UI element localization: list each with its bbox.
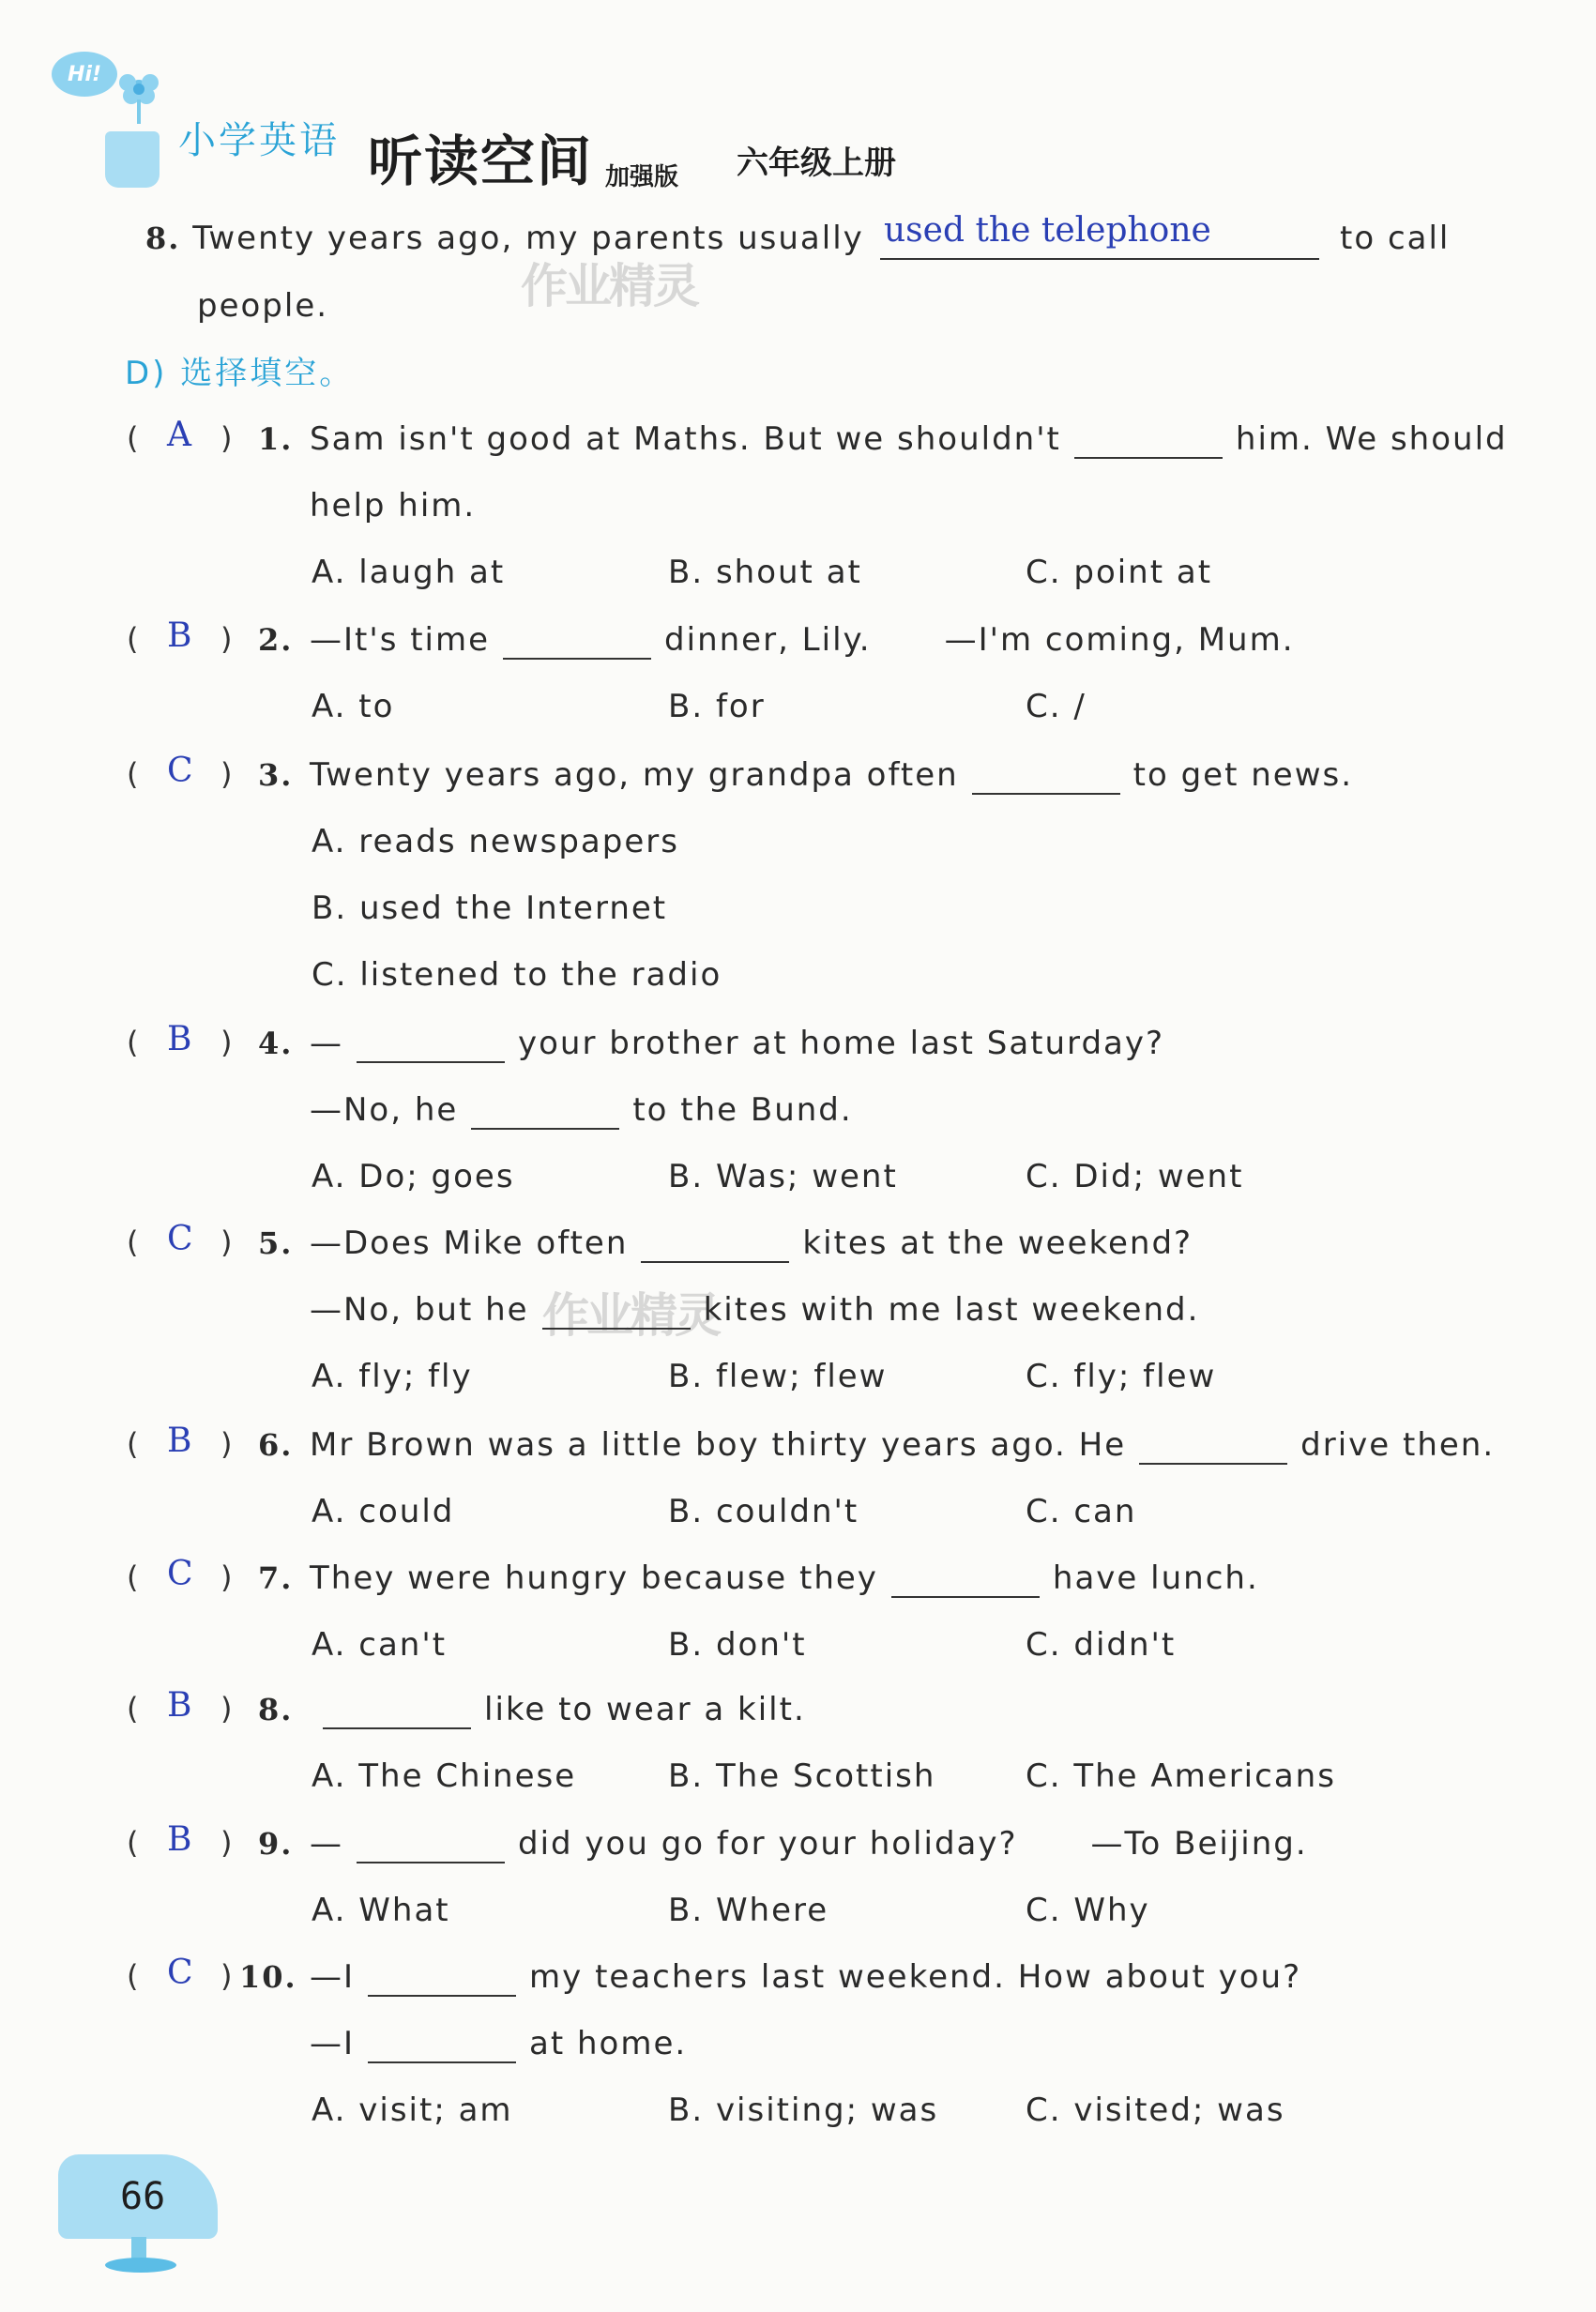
answer-bracket-close: ) — [220, 1025, 233, 1060]
answer-letter: C — [167, 1220, 193, 1258]
option-b: B. visiting; was — [668, 2091, 939, 2129]
answer-blank[interactable] — [503, 656, 651, 660]
answer-letter: B — [167, 1422, 192, 1460]
question-number: 2. — [258, 622, 294, 658]
option-a: A. visit; am — [312, 2091, 513, 2129]
question-reply: —To Beijing. — [1090, 1825, 1308, 1863]
question-number: 7. — [258, 1560, 294, 1596]
question-text: Mr Brown was a little boy thirty years ago. He — [310, 1426, 1127, 1464]
answer-letter: C — [167, 1954, 193, 1992]
option-c: C. visited; was — [1026, 2091, 1285, 2129]
question-line — [310, 2015, 687, 2072]
question-text: drive then. — [1300, 1426, 1496, 1464]
question-line — [310, 1949, 1301, 2005]
question-text: —No, he — [310, 1091, 459, 1129]
question-line — [310, 612, 1295, 668]
answer-blank[interactable] — [471, 1126, 619, 1130]
question-text: — — [310, 1825, 343, 1863]
question-number: 5. — [258, 1225, 294, 1261]
answer-bracket-close: ) — [220, 1958, 233, 1994]
question-number: 9. — [258, 1826, 294, 1862]
question-text-line2: people. — [197, 287, 329, 325]
question-text: kites at the weekend? — [802, 1224, 1193, 1262]
question-text: my teachers last weekend. How about you? — [529, 1958, 1302, 1996]
answer-letter: C — [167, 1555, 193, 1593]
question-text: to get news. — [1132, 756, 1354, 794]
subject-title: 小学英语 — [178, 119, 340, 162]
answer-bracket-open: ( — [127, 1825, 139, 1861]
option-c: C. Did; went — [1026, 1158, 1244, 1195]
question-number: 3. — [258, 757, 294, 793]
question-text: —No, but he — [310, 1291, 529, 1329]
question-line — [310, 1816, 1308, 1872]
question-text: to the Bund. — [632, 1091, 853, 1129]
question-line — [310, 747, 1353, 803]
question-line — [310, 478, 476, 534]
answer-blank[interactable] — [972, 791, 1120, 795]
filled-answer: used the telephone — [880, 207, 1319, 260]
question-line — [310, 1417, 1495, 1473]
option-c: C. can — [1026, 1493, 1137, 1530]
question-tail: to call — [1340, 220, 1451, 257]
question-number: 4. — [258, 1026, 294, 1061]
option-a: A. The Chinese — [312, 1757, 577, 1795]
answer-letter: B — [167, 1820, 192, 1859]
question-text: Sam isn't good at Maths. But we shouldn't — [310, 420, 1061, 458]
question-line — [310, 1681, 806, 1738]
answer-bracket-open: ( — [127, 420, 139, 456]
answer-letter: C — [167, 752, 193, 790]
question-number: 6. — [258, 1427, 294, 1463]
option-b: B. flew; flew — [668, 1358, 888, 1395]
answer-letter: B — [167, 1686, 192, 1725]
section-title: D) 选择填空。 — [125, 355, 355, 392]
answer-bracket-close: ) — [220, 621, 233, 657]
option-b: B. Where — [668, 1892, 829, 1929]
page-header — [0, 0, 1596, 206]
question-text: him. We should — [1235, 420, 1508, 458]
question-text: Twenty years ago, my parents usually — [192, 220, 864, 257]
option-a: A. Do; goes — [312, 1158, 515, 1195]
page-base-icon — [105, 2258, 176, 2273]
answer-letter: A — [167, 416, 191, 454]
option-c: C. fly; flew — [1026, 1358, 1217, 1395]
option-c: C. Why — [1026, 1892, 1150, 1929]
question-text: your brother at home last Saturday? — [518, 1025, 1165, 1062]
option-a: A. can't — [312, 1626, 448, 1664]
answer-blank[interactable] — [1074, 455, 1223, 459]
watermark-text: 作业精灵 — [521, 259, 697, 313]
flower-pot-icon — [105, 131, 160, 188]
question-line — [310, 1550, 1259, 1606]
answer-bracket-open: ( — [127, 1025, 139, 1060]
carry-over-line — [145, 210, 864, 266]
question-line — [310, 1282, 1199, 1338]
answer-blank[interactable] — [368, 2060, 516, 2063]
question-text: did you go for your holiday? — [518, 1825, 1018, 1863]
question-line — [310, 1215, 1193, 1271]
question-text: kites with me last weekend. — [703, 1291, 1200, 1329]
option-b: B. Was; went — [668, 1158, 898, 1195]
answer-blank[interactable] — [1139, 1461, 1287, 1465]
question-text: like to wear a kilt. — [484, 1691, 806, 1728]
grade-label: 六年级上册 — [737, 144, 896, 182]
answer-letter: B — [167, 1020, 192, 1058]
hi-bubble-icon: Hi! — [52, 52, 117, 97]
answer-bracket-open: ( — [127, 1426, 139, 1462]
option-a: A. What — [312, 1892, 450, 1929]
flower-icon — [111, 68, 167, 124]
option-b: B. don't — [668, 1626, 807, 1664]
answer-blank[interactable] — [641, 1259, 789, 1263]
question-text: —I — [310, 2025, 356, 2062]
answer-blank[interactable] — [357, 1059, 505, 1063]
edition-label: 加强版 — [605, 163, 679, 191]
answer-bracket-close: ) — [220, 1426, 233, 1462]
question-text: — — [310, 1025, 343, 1062]
question-text: They were hungry because they — [310, 1559, 878, 1597]
option-c: C. listened to the radio — [312, 956, 722, 994]
watermark-text: 作业精灵 — [542, 1288, 719, 1343]
question-text: —I — [310, 1958, 356, 1996]
option-a: A. could — [312, 1493, 455, 1530]
answer-blank[interactable] — [323, 1726, 471, 1729]
question-text: at home. — [529, 2025, 688, 2062]
answer-blank[interactable] — [357, 1860, 505, 1863]
question-text: Twenty years ago, my grandpa often — [310, 756, 959, 794]
option-b: B. The Scottish — [668, 1757, 936, 1795]
question-line — [310, 1015, 1164, 1072]
answer-bracket-close: ) — [220, 1825, 233, 1861]
question-reply: —I'm coming, Mum. — [944, 621, 1295, 659]
option-c: C. didn't — [1026, 1626, 1177, 1664]
option-b: B. couldn't — [668, 1493, 859, 1530]
answer-bracket-close: ) — [220, 1691, 233, 1726]
question-number: 1. — [258, 421, 294, 457]
option-a: A. to — [312, 688, 395, 725]
answer-bracket-close: ) — [220, 420, 233, 456]
option-c: C. The Americans — [1026, 1757, 1336, 1795]
answer-bracket-close: ) — [220, 1224, 233, 1260]
answer-blank[interactable] — [542, 1326, 691, 1330]
question-text: —Does Mike often — [310, 1224, 629, 1262]
question-line — [310, 411, 1508, 467]
option-a: A. fly; fly — [312, 1358, 473, 1395]
answer-bracket-open: ( — [127, 621, 139, 657]
option-a: A. laugh at — [312, 554, 506, 591]
question-text: have lunch. — [1052, 1559, 1259, 1597]
page-number: 66 — [120, 2175, 166, 2218]
answer-bracket-open: ( — [127, 1224, 139, 1260]
question-text: —It's time — [310, 621, 491, 659]
option-b: B. for — [668, 688, 766, 725]
answer-bracket-open: ( — [127, 756, 139, 792]
answer-bracket-open: ( — [127, 1691, 139, 1726]
answer-bracket-close: ) — [220, 1559, 233, 1595]
question-text: help him. — [310, 487, 477, 525]
question-number: 8. — [145, 221, 181, 256]
answer-letter: B — [167, 616, 192, 655]
question-number: 8. — [258, 1692, 294, 1727]
answer-blank[interactable] — [891, 1594, 1040, 1598]
answer-bracket-open: ( — [127, 1958, 139, 1994]
option-b: B. shout at — [668, 554, 862, 591]
answer-bracket-open: ( — [127, 1559, 139, 1595]
question-text: dinner, Lily. — [664, 621, 872, 659]
option-a: A. reads newspapers — [312, 823, 679, 860]
option-c: C. / — [1026, 688, 1087, 725]
answer-bracket-close: ) — [220, 756, 233, 792]
answer-blank[interactable] — [368, 1993, 516, 1997]
option-b: B. used the Internet — [312, 890, 668, 927]
question-line — [310, 1082, 853, 1138]
brand-title: 听读空间 — [368, 129, 594, 193]
question-number: 10. — [239, 1959, 297, 1995]
option-c: C. point at — [1026, 554, 1213, 591]
